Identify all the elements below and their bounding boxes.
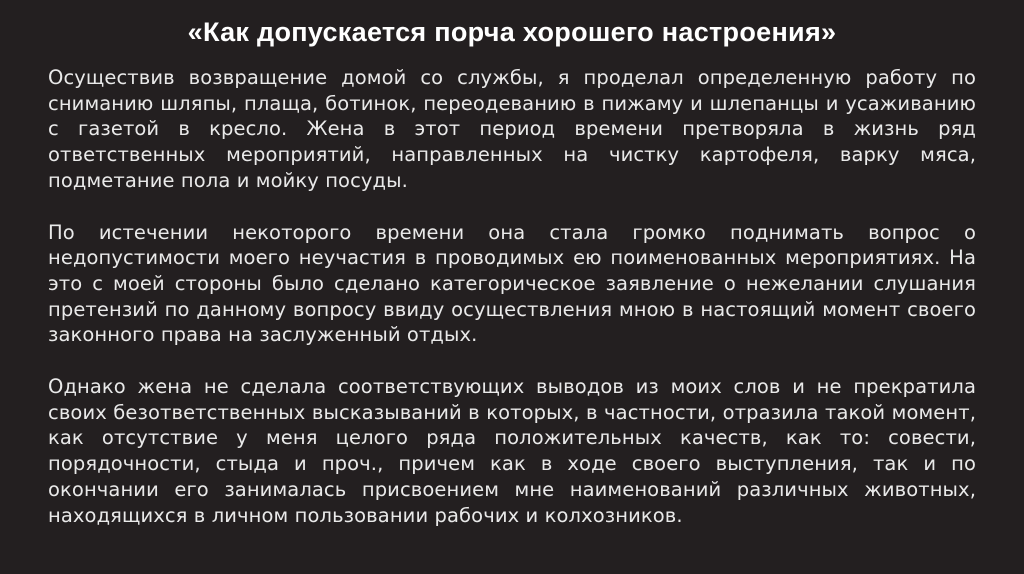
paragraph-1: Осуществив возвращение домой со службы, я проделал определенную работу по сниманию шляпы, плаща, ботинок, переодеванию в пижаму и шлепанцы и усаживанию с газетой в кресло. Жена в этот период времени претворяла в жизнь ряд ответственных мероприятий, направленных на чистку картофеля, варку мяса, подметание пола и мойку посуды.: [48, 66, 976, 192]
slide-title: «Как допускается порча хорошего настроения»: [187, 17, 837, 47]
slide-body: [48, 65, 976, 528]
paragraph-3: Однако жена не сделала соответствующих выводов из моих слов и не прекратила своих безответственных высказываний в которых, в частности, отразила такой момент, как отсутствие у меня целого ряда положительных качеств, как то: совести, порядочности, стыда и проч., причем как в ходе своего выступления, так и по окончании его занималась присвоением мне наименований различных животных, находящихся в личном пользовании рабочих и колхозников.: [48, 375, 976, 527]
paragraph-2: По истечении некоторого времени она стала громко поднимать вопрос о недопустимости моего неучастия в проводимых ею поименованных мероприятиях. На это с моей стороны было сделано категорическое заявление о нежелании слушания претензий по данному вопросу ввиду осуществления мною в настоящий момент своего законного права на заслуженный отдых.: [48, 220, 976, 347]
